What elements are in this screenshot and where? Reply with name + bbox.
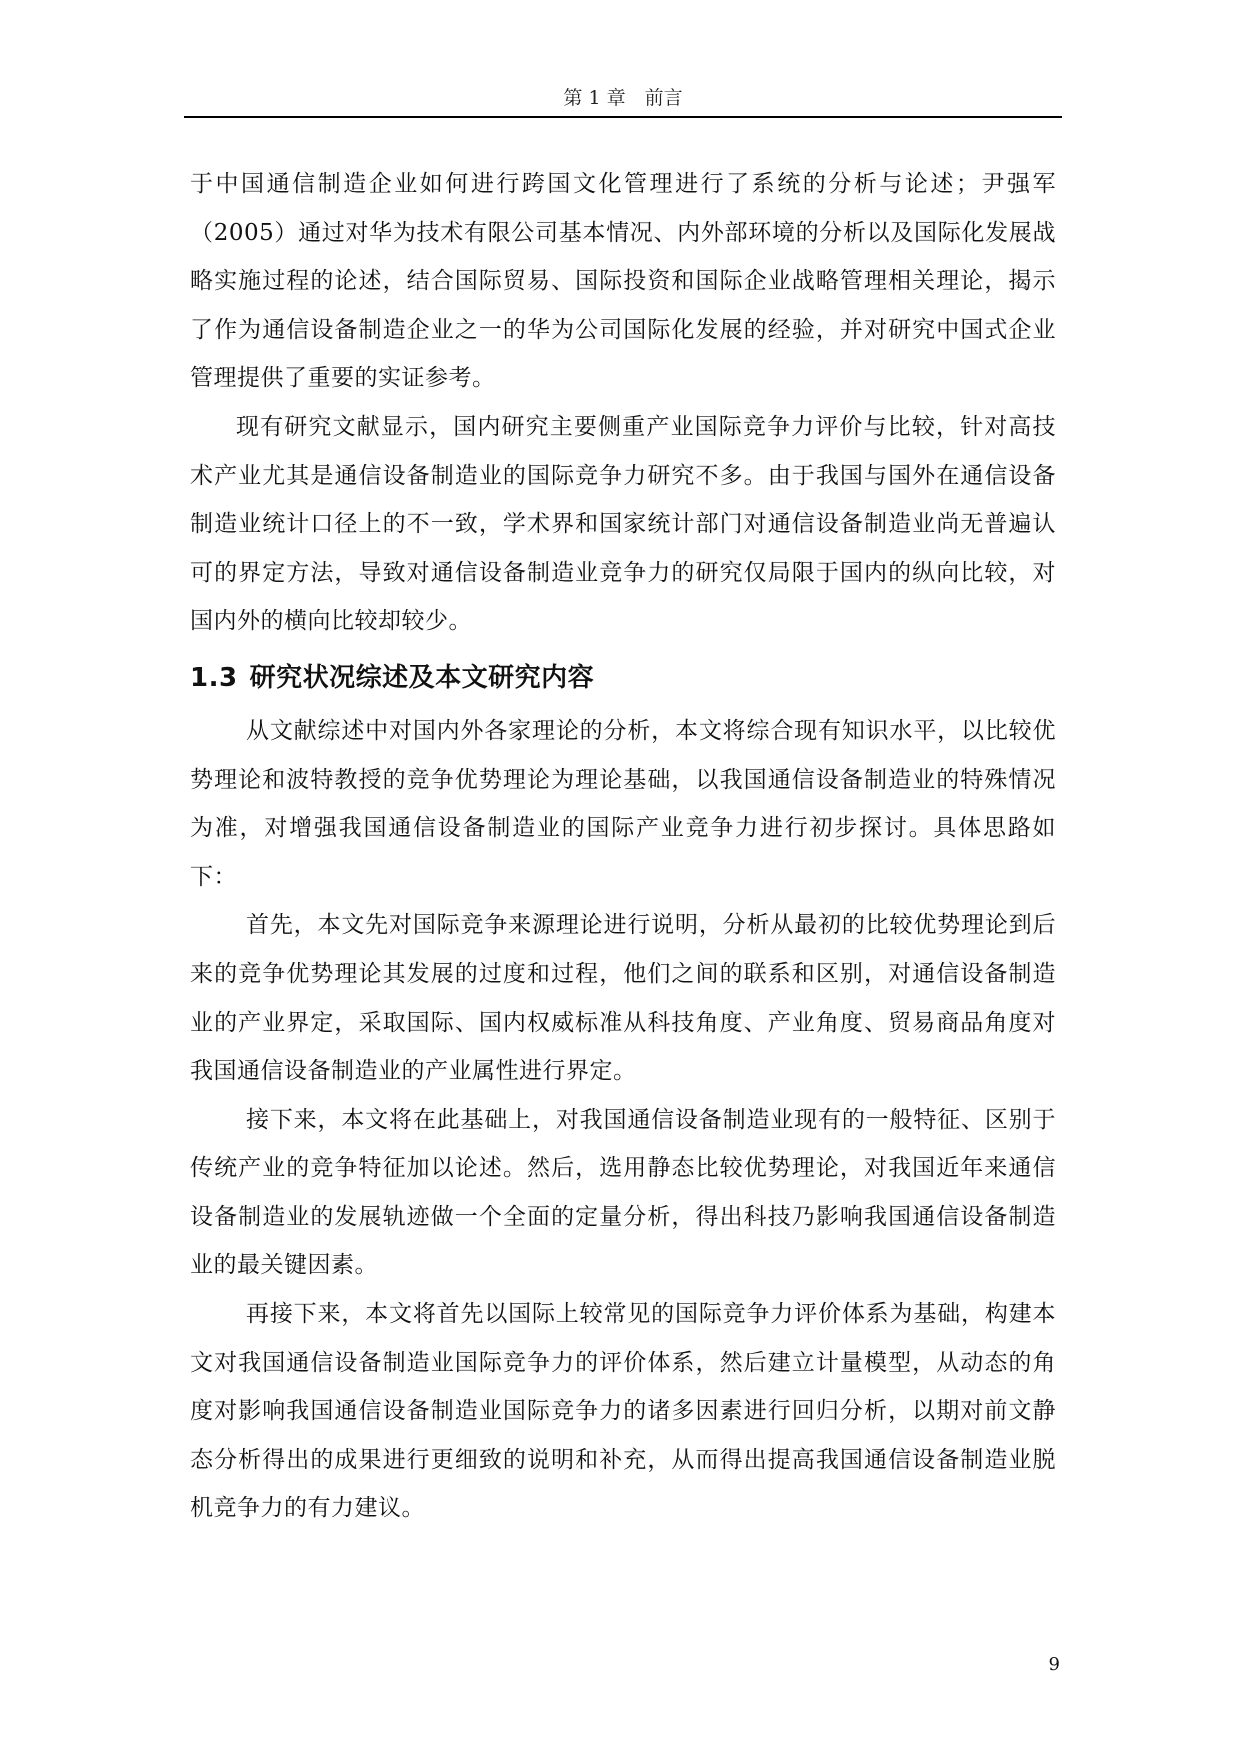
section-title: 研究状况综述及本文研究内容 xyxy=(249,662,595,693)
paragraph-next: 接下来，本文将在此基础上，对我国通信设备制造业现有的一般特征、区别于传统产业的竞争特征加以论述。然后，选用静态比较优势理论，对我国近年来通信设备制造业的发展轨迹做一个全面的定量分析，得出科技乃影响我国通信设备制造业的最关键因素。 xyxy=(190,1106,1056,1279)
section-number: 1.3 xyxy=(190,662,238,693)
page-number: 9 xyxy=(1048,1654,1060,1675)
header-rule xyxy=(184,116,1062,118)
running-header: 第 1 章 前言 xyxy=(563,87,683,109)
paragraph-literature-summary: 现有研究文献显示，国内研究主要侧重产业国际竞争力评价与比较，针对高技术产业尤其是通信设备制造业的国际竞争力研究不多。由于我国与国外在通信设备制造业统计口径上的不一致，学术界和国家统计部门对通信设备制造业尚无普遍认可的界定方法，导致对通信设备制造业竞争力的研究仅局限于国内的纵向比较，对国内外的横向比较却较少。 xyxy=(190,413,1056,635)
section-heading xyxy=(190,652,1056,704)
paragraph-first: 首先，本文先对国际竞争来源理论进行说明，分析从最初的比较优势理论到后来的竞争优势理论其发展的过度和过程，他们之间的联系和区别，对通信设备制造业的产业界定，采取国际、国内权威标准从科技角度、产业角度、贸易商品角度对我国通信设备制造业的产业属性进行界定。 xyxy=(190,912,1056,1085)
paragraph-continuation: 于中国通信制造企业如何进行跨国文化管理进行了系统的分析与论述；尹强军（2005）通过对华为技术有限公司基本情况、内外部环境的分析以及国际化发展战略实施过程的论述，结合国际贸易、国际投资和国际企业战略管理相关理论，揭示了作为通信设备制造企业之一的华为公司国际化发展的经验，并对研究中国式企业管理提供了重要的实证参考。 xyxy=(190,171,1056,392)
paragraph-overview: 从文献综述中对国内外各家理论的分析，本文将综合现有知识水平，以比较优势理论和波特教授的竞争优势理论为理论基础，以我国通信设备制造业的特殊情况为准，对增强我国通信设备制造业的国际产业竞争力进行初步探讨。具体思路如下： xyxy=(190,717,1056,890)
paragraph-then: 再接下来，本文将首先以国际上较常见的国际竞争力评价体系为基础，构建本文对我国通信设备制造业国际竞争力的评价体系，然后建立计量模型，从动态的角度对影响我国通信设备制造业国际竞争力的诸多因素进行回归分析，以期对前文静态分析得出的成果进行更细致的说明和补充，从而得出提高我国通信设备制造业脱机竞争力的有力建议。 xyxy=(190,1301,1056,1522)
body-text xyxy=(190,160,1056,1533)
